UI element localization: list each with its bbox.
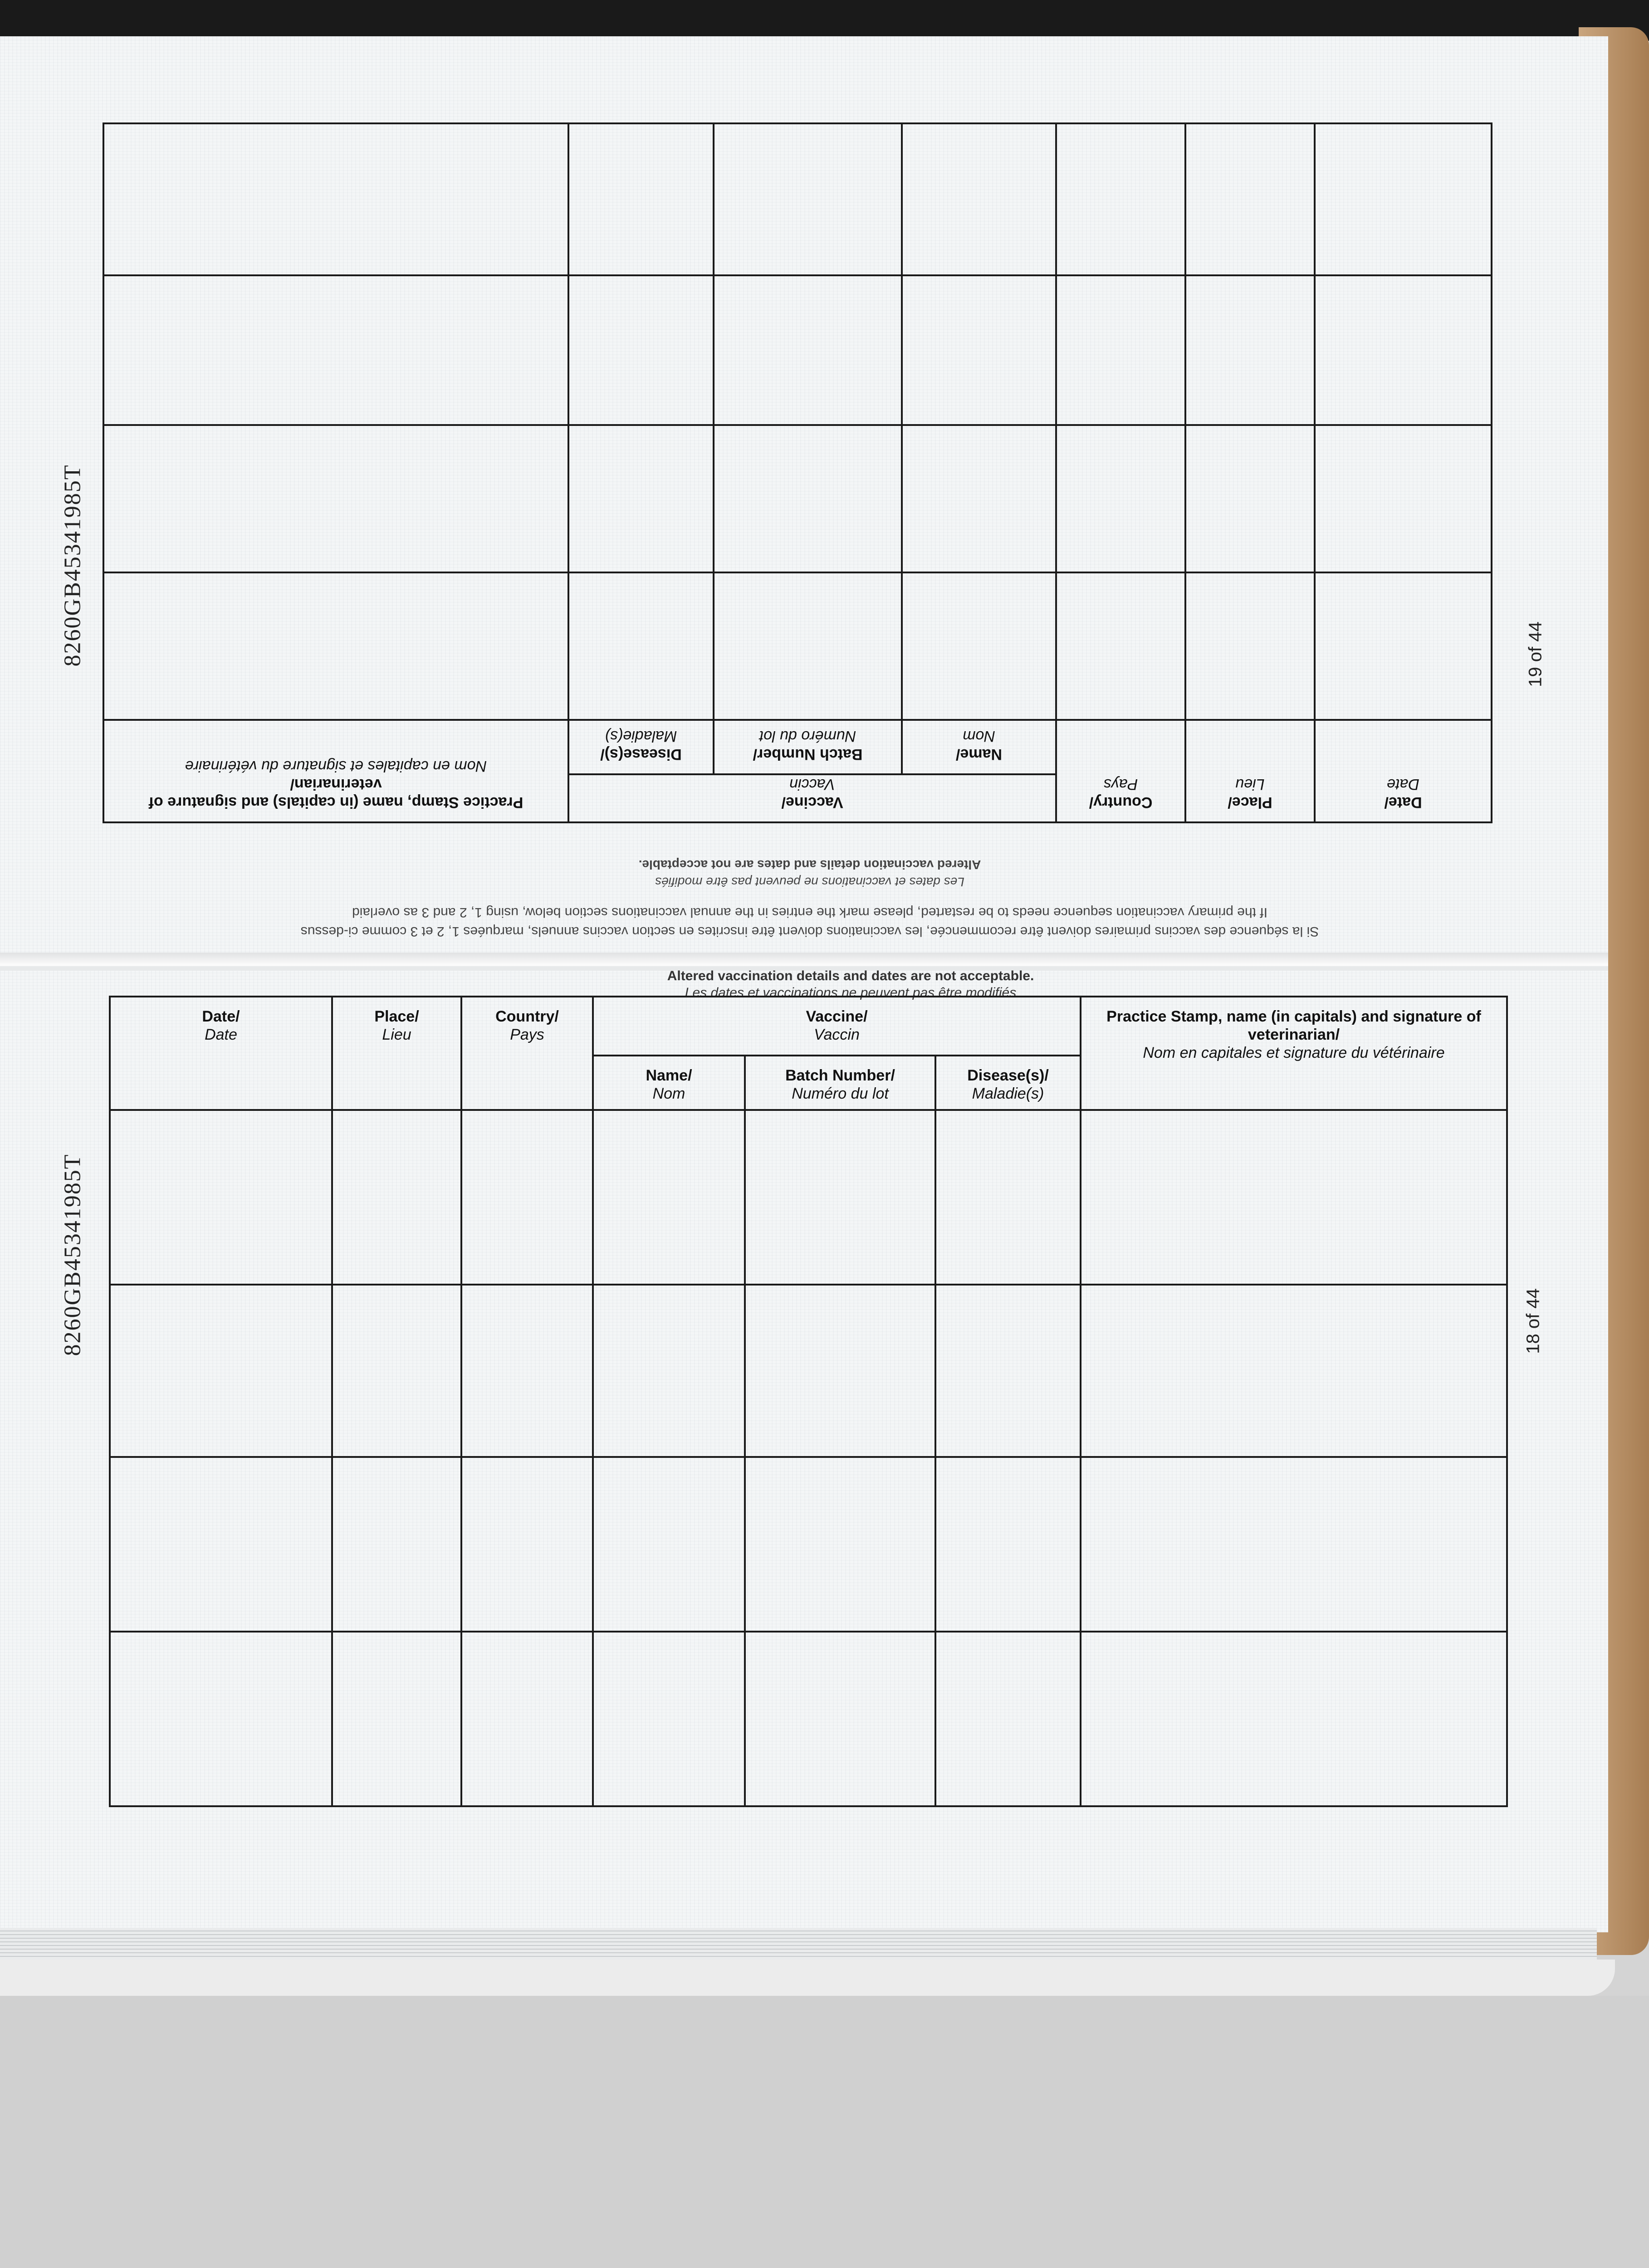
header-place: Place/ Lieu [1185,720,1315,822]
table-cell[interactable] [1315,275,1492,425]
table-cell[interactable] [745,1285,935,1457]
table-cell[interactable] [745,1110,935,1285]
vaccination-table [109,996,1508,1807]
table-cell[interactable] [902,572,1056,720]
instruction-upside-down [254,848,1365,939]
table-cell[interactable] [103,425,568,572]
table-cell[interactable] [103,123,568,275]
page-stack-edge [0,1928,1597,1960]
serial-number-top: 8260GB45341985T [59,464,86,667]
table-cell[interactable] [1315,425,1492,572]
table-cell[interactable] [332,1110,461,1285]
table-cell[interactable] [1315,572,1492,720]
header-disease: Disease(s)/ Maladie(s) [568,720,714,774]
table-cell[interactable] [1056,275,1185,425]
table-cell[interactable] [332,1285,461,1457]
table-cell[interactable] [714,425,902,572]
table-cell[interactable] [332,1457,461,1632]
header-date: Date/ Date [110,997,332,1110]
passport-cover-bottom [0,1960,1615,1996]
table-cell[interactable] [568,123,714,275]
page-number-top: 19 of 44 [1525,621,1546,687]
table-cell[interactable] [568,275,714,425]
table-cell[interactable] [461,1110,593,1285]
table-cell[interactable] [568,572,714,720]
table-cell[interactable] [593,1285,745,1457]
header-stamp: Practice Stamp, name (in capitals) and signature of veterinarian/ Nom en capitales et signature du vétérinaire [1081,997,1507,1110]
table-cell[interactable] [902,275,1056,425]
header-vaccine: Vaccine/ Vaccin [593,997,1081,1056]
table-cell[interactable] [461,1285,593,1457]
table-cell[interactable] [1056,425,1185,572]
page-number-bottom: 18 of 44 [1523,1288,1543,1354]
table-cell[interactable] [1081,1457,1507,1632]
notice-fr: Les dates et vaccinations ne peuvent pas être modifiés [685,985,1017,1000]
table-cell[interactable] [714,123,902,275]
table-cell[interactable] [935,1285,1081,1457]
serial-number-bottom: 8260GB45341985T [59,1154,86,1356]
table-cell[interactable] [110,1457,332,1632]
table-cell[interactable] [1056,572,1185,720]
table-cell[interactable] [593,1110,745,1285]
notice-en: Altered vaccination details and dates are not acceptable. [667,968,1034,983]
table-cell[interactable] [461,1632,593,1806]
header-batch: Batch Number/ Numéro du lot [714,720,902,774]
notice-en-upside: Altered vaccination details and dates are not acceptable. [638,858,981,872]
header-place: Place/ Lieu [332,997,461,1110]
table-cell[interactable] [1185,572,1315,720]
table-cell[interactable] [1081,1632,1507,1806]
table-cell[interactable] [902,425,1056,572]
table-cell[interactable] [745,1632,935,1806]
table-cell[interactable] [568,425,714,572]
table-cell[interactable] [902,123,1056,275]
table-cell[interactable] [110,1285,332,1457]
table-cell[interactable] [1315,123,1492,275]
table-cell[interactable] [1185,275,1315,425]
table-cell[interactable] [1056,123,1185,275]
table-cell[interactable] [593,1632,745,1806]
header-batch: Batch Number/ Numéro du lot [745,1056,935,1110]
table-cell[interactable] [745,1457,935,1632]
header-disease: Disease(s)/ Maladie(s) [935,1056,1081,1110]
table-cell[interactable] [103,275,568,425]
table-cell[interactable] [110,1110,332,1285]
header-vaccine: Vaccine/ Vaccin [568,774,1056,822]
table-cell[interactable] [593,1457,745,1632]
table-cell[interactable] [1081,1285,1507,1457]
table-cell[interactable] [1081,1110,1507,1285]
table-cell[interactable] [935,1632,1081,1806]
table-cell[interactable] [110,1632,332,1806]
header-name: Name/ Nom [902,720,1056,774]
table-cell[interactable] [332,1632,461,1806]
table-cell[interactable] [1185,425,1315,572]
table-cell[interactable] [935,1457,1081,1632]
instruction-fr: Si la séquence des vaccins primaires doivent être recommencée, les vaccinations doivent être inscrites en section vaccins annuels, marquées 1, 2 et 3 comme ci-dessus [300,924,1319,939]
instruction-en: If the primary vaccination sequence needs to be restarted, please mark the entries in the annual vaccinations section below, using 1, 2 and 3 as overlaid [352,905,1267,920]
scanner-edge [0,0,1649,41]
table-cell[interactable] [714,572,902,720]
header-date: Date/ Date [1315,720,1492,822]
table-cell[interactable] [1185,123,1315,275]
vaccination-table-upside-down [104,125,1492,823]
scanner-bed [0,1996,1649,2268]
table-cell[interactable] [714,275,902,425]
table-cell[interactable] [935,1110,1081,1285]
header-name: Name/ Nom [593,1056,745,1110]
table-cell[interactable] [103,572,568,720]
header-country: Country/ Pays [1056,720,1185,822]
table-cell[interactable] [461,1457,593,1632]
header-country: Country/ Pays [461,997,593,1110]
notice-fr-upside: Les dates et vaccinations ne peuvent pas être modifiés [655,875,964,889]
header-stamp: Practice Stamp, name (in capitals) and signature of veterinarian/ Nom en capitales et signature du vétérinaire [103,720,568,822]
